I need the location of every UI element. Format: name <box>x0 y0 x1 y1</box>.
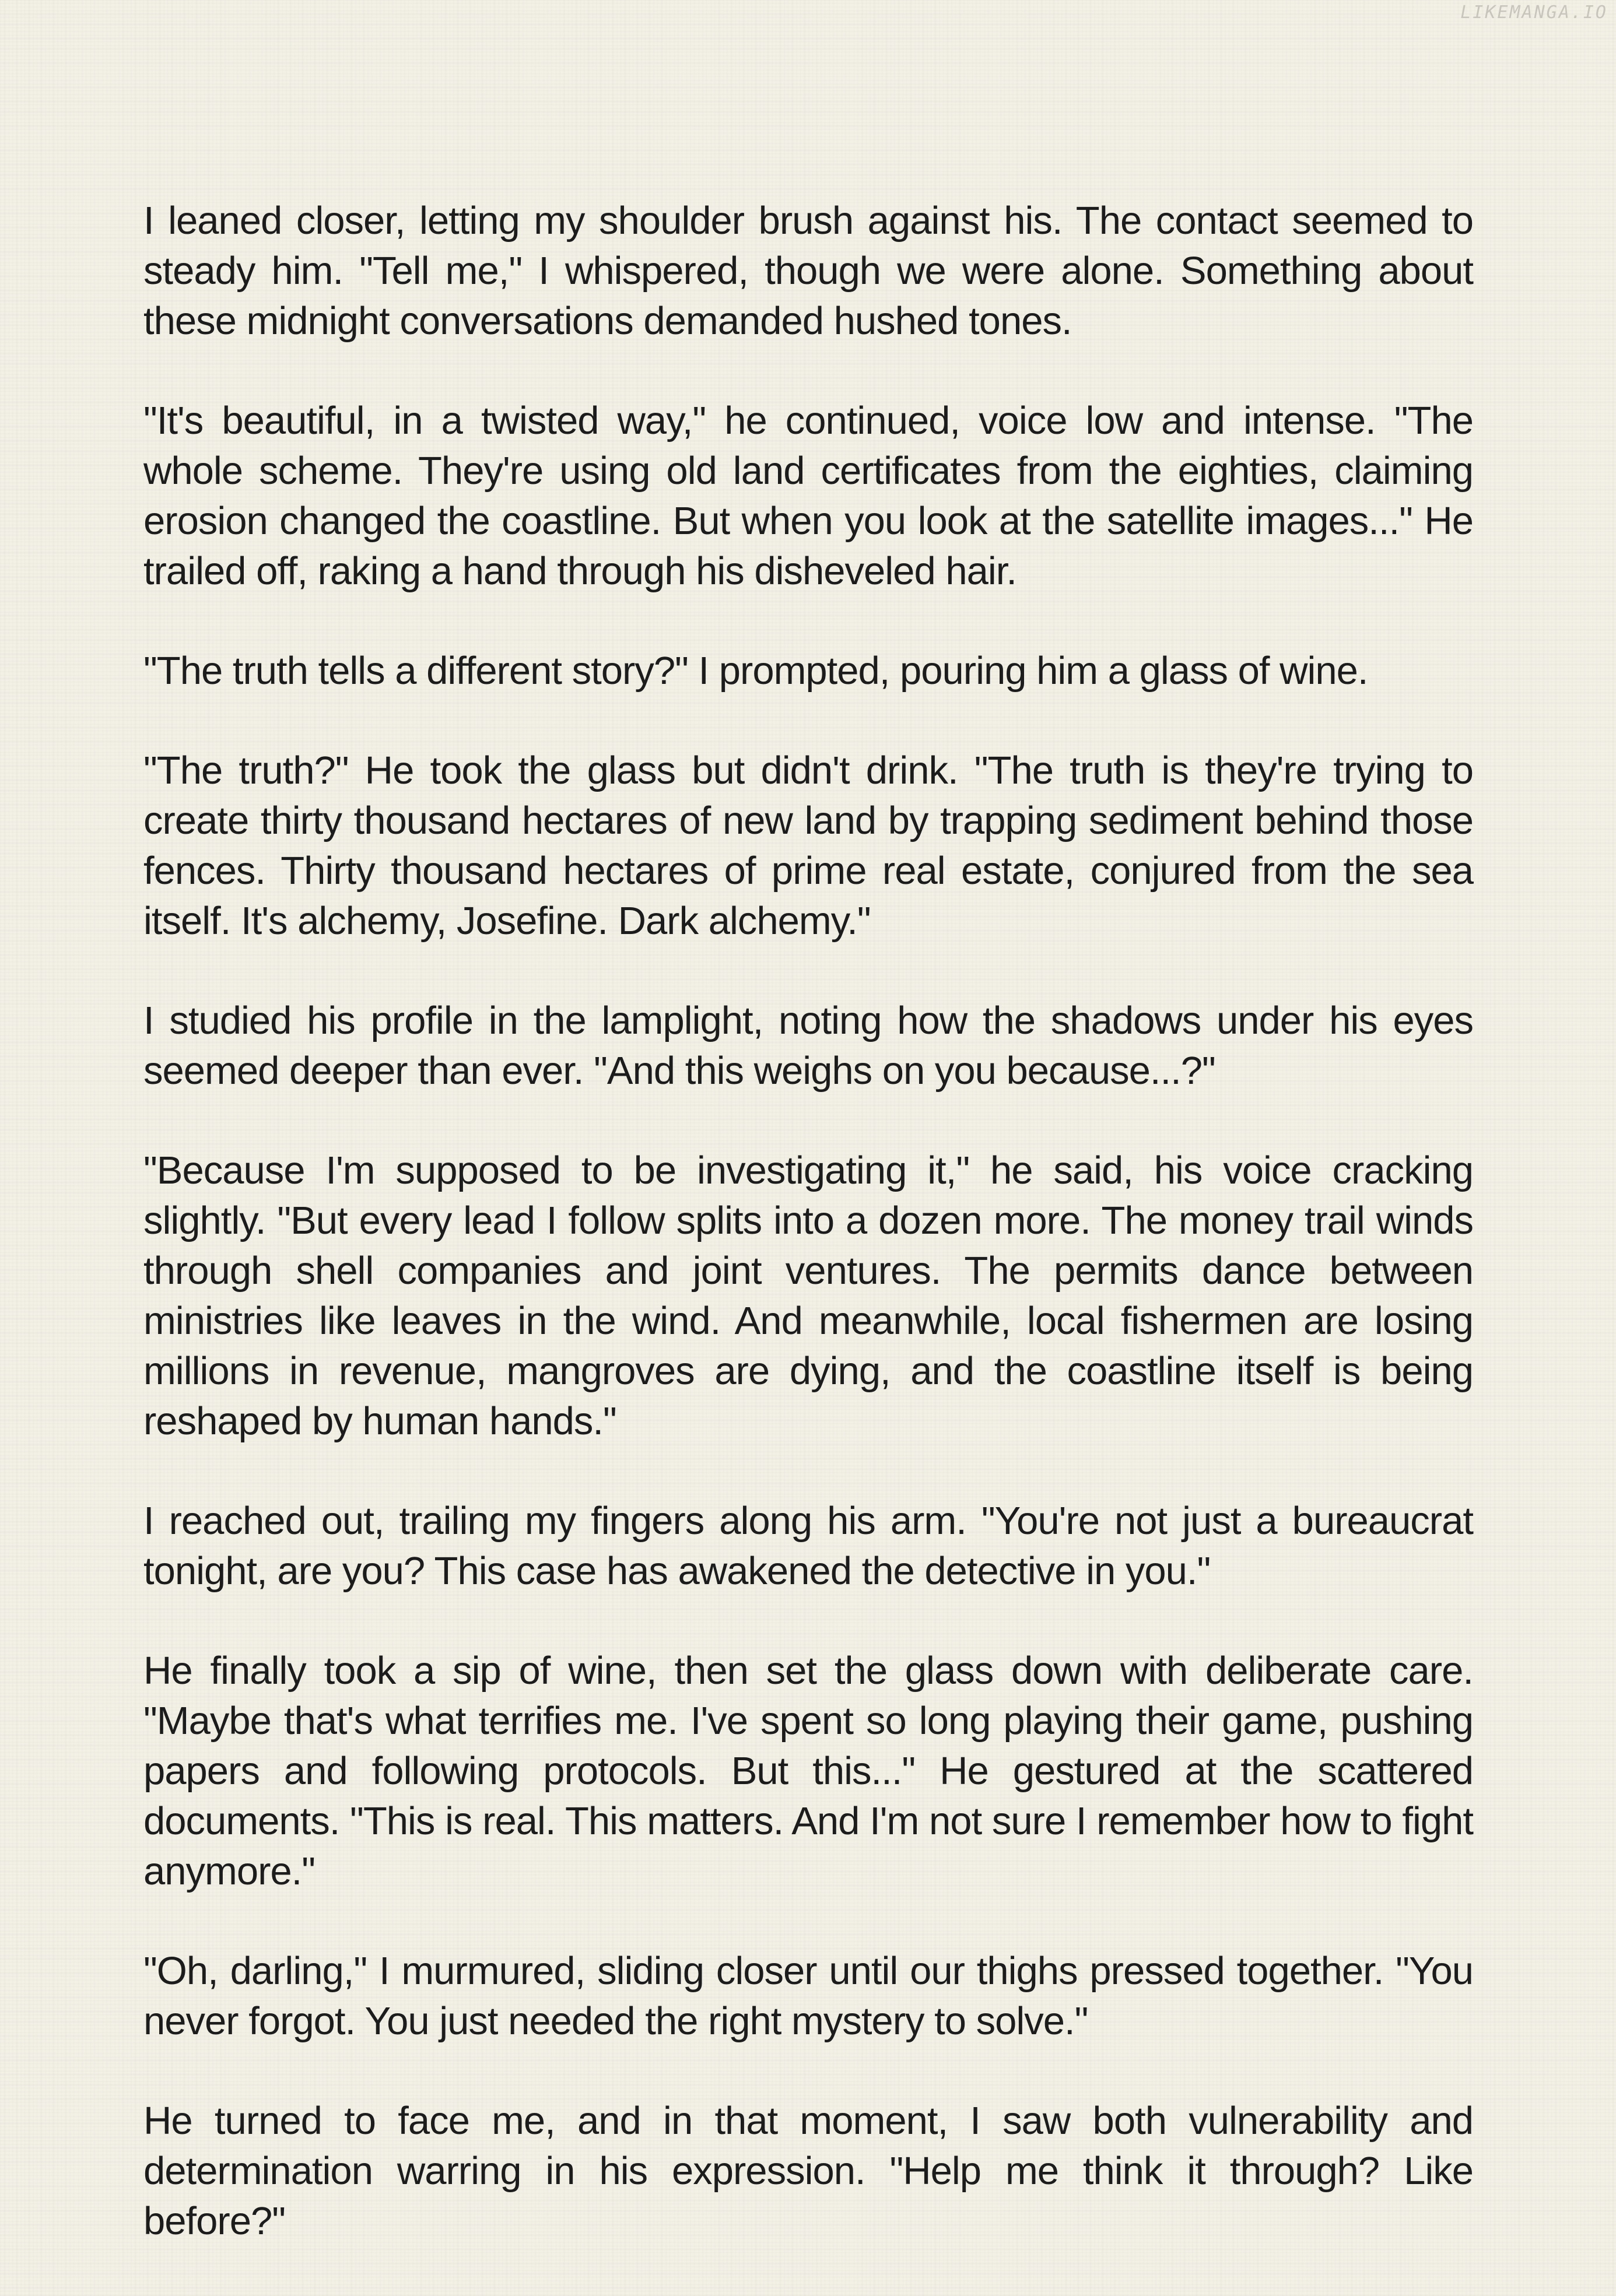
story-text <box>143 196 1473 2296</box>
paragraph: He finally took a sip of wine, then set the glass down with deliberate care. "Maybe that's what terrifies me. I've spent so long playing their game, pushing papers and following protocols. But this..." He gestured at the scattered documents. "This is real. This matters. And I'm not sure I remember how to fight anymore." <box>143 1649 1473 1893</box>
paragraph: "Oh, darling," I murmured, sliding closer until our thighs pressed together. "You never forgot. You just needed the right mystery to solve." <box>143 1949 1473 2043</box>
site-watermark: LIKEMANGA.IO <box>1460 2 1608 23</box>
paragraph: "The truth?" He took the glass but didn't drink. "The truth is they're trying to create thirty thousand hectares of new land by trapping sediment behind those fences. Thirty thousand hectares of prime real estate, conjured from the sea itself. It's alchemy, Josefine. Dark alchemy." <box>143 749 1473 943</box>
paragraph: "It's beautiful, in a twisted way," he continued, voice low and intense. "The whole scheme. They're using old land certificates from the eighties, claiming erosion changed the coastline. But when you look at the satellite images..." He trailed off, raking a hand through his disheveled hair. <box>143 399 1473 593</box>
paragraph: I leaned closer, letting my shoulder brush against his. The contact seemed to steady him. "Tell me," I whispered, though we were alone. Something about these midnight conversations demanded hushed tones. <box>143 199 1473 343</box>
paragraph: "The truth tells a different story?" I prompted, pouring him a glass of wine. <box>143 649 1368 693</box>
paragraph: I studied his profile in the lamplight, noting how the shadows under his eyes seemed deeper than ever. "And this weighs on you because...?" <box>143 999 1473 1093</box>
paragraph: I reached out, trailing my fingers along his arm. "You're not just a bureaucrat tonight, are you? This case has awakened the detective in you." <box>143 1499 1473 1593</box>
paragraph: "Because I'm supposed to be investigating it," he said, his voice cracking slightly. "But every lead I follow splits into a dozen more. The money trail winds through shell companies and joint ventures. The permits dance between ministries like leaves in the wind. And meanwhile, local fishermen are losing millions in revenue, mangroves are dying, and the coastline itself is being reshaped by human hands." <box>143 1149 1473 1443</box>
paragraph: He turned to face me, and in that moment, I saw both vulnerability and determination warring in his expression. "Help me think it through? Like before?" <box>143 2099 1473 2243</box>
